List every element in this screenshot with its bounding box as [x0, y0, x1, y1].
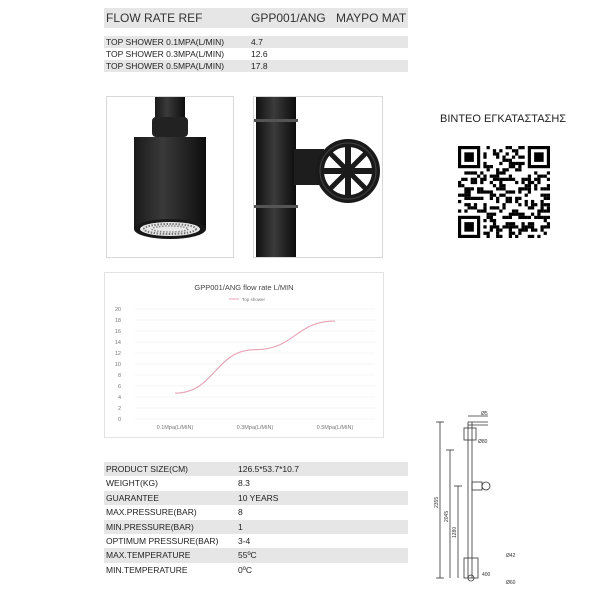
x-tick-label: 0.3Mpa(L/MIN) [236, 425, 274, 431]
y-tick-label: 10 [114, 362, 121, 368]
table-row [104, 548, 408, 562]
flow-label: TOP SHOWER 0.3MPA(L/MIN) [106, 49, 225, 59]
table-row [104, 476, 408, 490]
x-tick-label: 0.5Mpa(L/MIN) [316, 425, 354, 431]
dim-base-width: 400 [482, 572, 491, 578]
legend-label: Top shower [242, 297, 266, 302]
dim-riser: 2045 [444, 510, 450, 522]
spec-label: MAX.PRESSURE(BAR) [106, 507, 197, 518]
chart-svg [105, 273, 383, 437]
flow-label: TOP SHOWER 0.5MPA(L/MIN) [106, 61, 225, 71]
chart-legend [229, 297, 266, 302]
y-tick-label: 2 [117, 406, 121, 412]
dim-base-dia: Ø60 [506, 580, 516, 586]
y-tick-label: 4 [117, 395, 121, 401]
finish-label: ΜΑΥΡΟ ΜΑΤ [336, 11, 407, 25]
table-row [104, 48, 408, 60]
shower-head-image [106, 96, 234, 258]
flow-value: 12.6 [251, 49, 268, 59]
spec-table [104, 462, 408, 577]
flow-rate-table [104, 36, 408, 72]
table-row [104, 60, 408, 72]
flow-value: 4.7 [251, 37, 263, 47]
spec-value: 55ºC [238, 550, 257, 561]
table-row [104, 36, 408, 48]
spec-value: 126.5*53.7*10.7 [238, 464, 299, 474]
table-row [104, 462, 408, 476]
table-row [104, 563, 408, 577]
flow-rate-ref-label: FLOW RATE REF [106, 11, 203, 25]
spec-label: MIN.TEMPERATURE [106, 564, 188, 575]
flow-rate-chart [104, 272, 384, 438]
model-code: GPP001/ANG [251, 11, 326, 25]
qr-code-icon[interactable] [458, 146, 550, 238]
table-row [104, 534, 408, 548]
spec-label: MAX.TEMPERATURE [106, 550, 191, 561]
shower-head-illustration [107, 97, 233, 257]
header-bar [104, 8, 408, 28]
spec-label: OPTIMUM PRESSURE(BAR) [106, 535, 219, 546]
spec-label: WEIGHT(KG) [106, 478, 158, 489]
table-row [104, 520, 408, 534]
video-install-label: ΒΙΝΤΕΟ ΕΓΚΑΤΑΣΤΑΣΗΣ [440, 113, 567, 125]
spec-label: MIN.PRESSURE(BAR) [106, 521, 194, 532]
y-tick-label: 6 [117, 384, 121, 390]
spec-value: 0ºC [238, 564, 252, 575]
flow-label: TOP SHOWER 0.1MPA(L/MIN) [106, 37, 225, 47]
dim-top: Ø5 [481, 411, 488, 417]
flow-value: 17.8 [251, 61, 268, 71]
spec-value: 1 [238, 521, 243, 532]
table-row [104, 491, 408, 505]
y-tick-label: 0 [117, 417, 121, 423]
y-tick-label: 18 [114, 318, 121, 324]
dim-total: 2355 [434, 496, 440, 508]
y-tick-label: 8 [117, 373, 121, 379]
spec-value: 3-4 [238, 535, 251, 546]
dim-head: Ø80 [478, 439, 488, 445]
spec-value: 8.3 [238, 478, 250, 489]
spec-label: PRODUCT SIZE(CM) [106, 464, 189, 474]
dim-mid: 1280 [452, 526, 458, 538]
y-tick-label: 14 [114, 340, 121, 346]
y-tick-label: 12 [114, 351, 121, 357]
spec-value: 8 [238, 507, 243, 518]
chart-title: GPP001/ANG flow rate L/MIN [194, 283, 294, 292]
series-line [175, 321, 335, 393]
valve-illustration [254, 97, 382, 257]
valve-image [253, 96, 383, 258]
x-tick-label: 0.1Mpa(L/MIN) [156, 425, 194, 431]
technical-drawing [428, 410, 528, 588]
y-tick-label: 20 [114, 307, 121, 313]
y-tick-label: 16 [114, 329, 121, 335]
spec-label: GUARANTEE [106, 492, 159, 503]
dim-pipe: Ø42 [506, 553, 516, 559]
spec-value: 10 YEARS [238, 492, 279, 503]
table-row [104, 505, 408, 519]
